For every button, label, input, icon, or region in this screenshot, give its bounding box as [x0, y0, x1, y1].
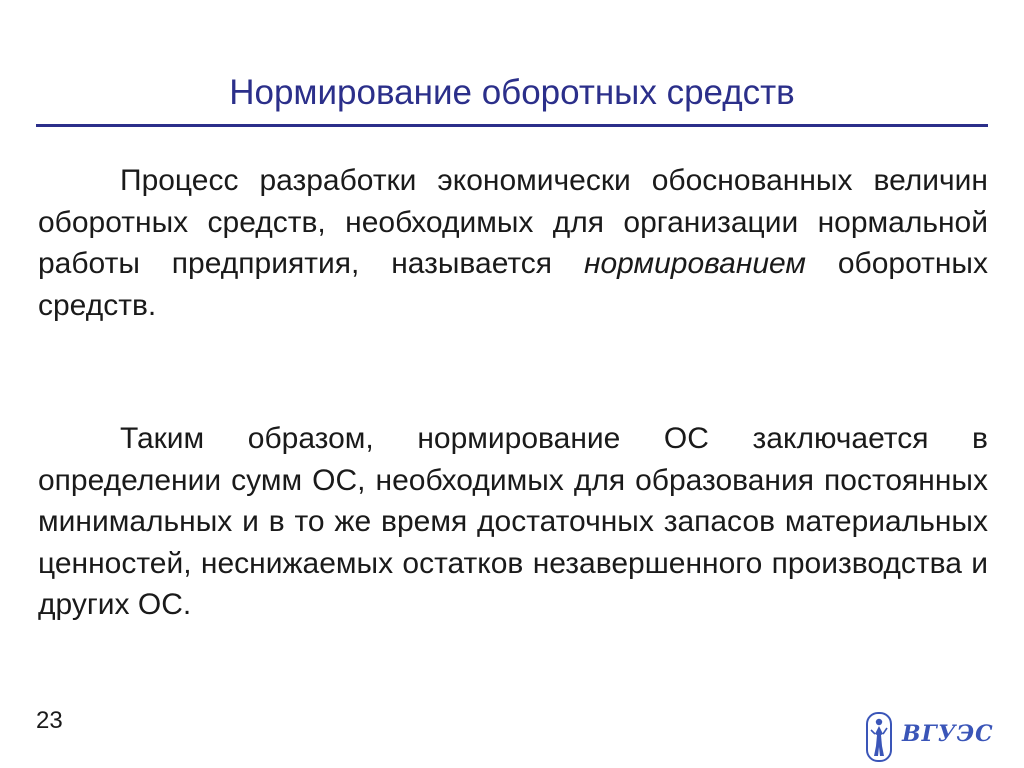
definition-emphasis: нормированием: [583, 247, 806, 280]
figure-emblem-icon: [866, 712, 892, 762]
page-number: 23: [36, 707, 63, 734]
explanation-paragraph: Таким образом, нормирование ОС заключается в определении сумм ОС, необходимых для образования постоянных минимальных и в то же время достаточных запасов материальных ценностей, неснижаемых остатков незавершенного производства и других ОС.: [38, 422, 988, 621]
slide-title: Нормирование оборотных средств: [229, 73, 795, 112]
definition-text-before: Процесс разработки экономически обоснованных величин оборотных средств, необходимых для организации нормальной работы предприятия, называется: [38, 164, 988, 280]
logo-text: ВГУЭС: [902, 721, 994, 747]
definition-paragraph: [38, 160, 988, 326]
university-logo: [866, 712, 994, 762]
definition-text-after: оборотных средств.: [38, 247, 988, 322]
title-underline: [36, 124, 988, 127]
